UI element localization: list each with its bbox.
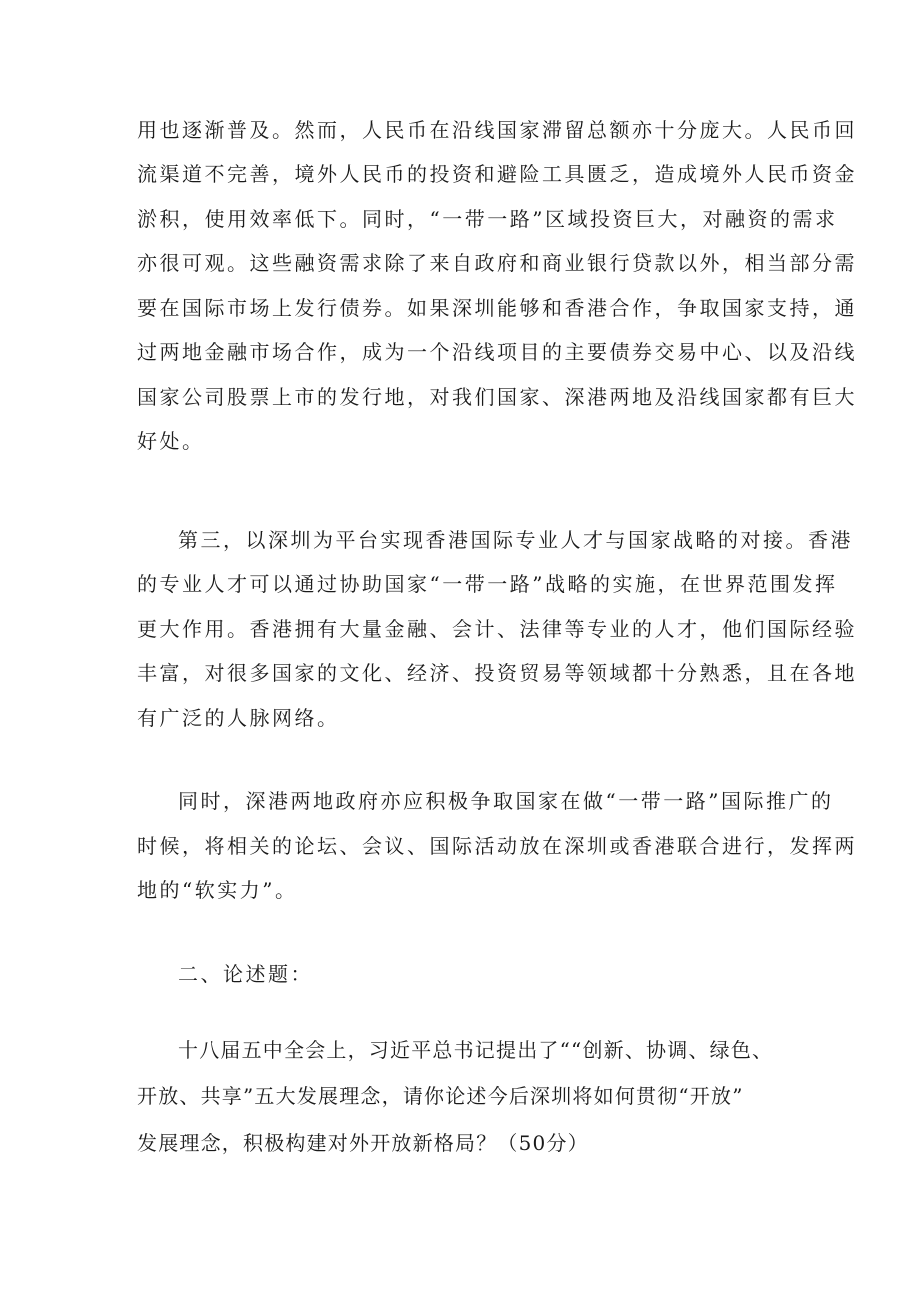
paragraph-1-line-6: 过两地金融市场合作，成为一个沿线项目的主要债券交易中心、以及沿线 bbox=[137, 340, 857, 364]
paragraph-2-line-5: 有广泛的人脉网络。 bbox=[137, 706, 340, 730]
paragraph-1-line-8: 好处。 bbox=[137, 429, 205, 453]
paragraph-1-line-3: 淤积，使用效率低下。同时，“一带一路”区域投资巨大，对融资的需求 bbox=[137, 207, 838, 231]
paragraph-2-line-1: 第三，以深圳为平台实现香港国际专业人才与国家战略的对接。香港 bbox=[178, 528, 853, 552]
paragraph-2-line-3: 更大作用。香港拥有大量金融、会计、法律等专业的人才，他们国际经验 bbox=[137, 617, 857, 641]
paragraph-1-line-2: 流渠道不完善，境外人民币的投资和避险工具匮乏，造成境外人民币资金 bbox=[137, 162, 857, 186]
question-line-1: 十八届五中全会上，习近平总书记提出了““创新、协调、绿色、 bbox=[178, 1038, 774, 1062]
paragraph-3-line-2: 时候，将相关的论坛、会议、国际活动放在深圳或香港联合进行，发挥两 bbox=[137, 834, 857, 858]
paragraph-3-line-1: 同时，深港两地政府亦应积极争取国家在做“一带一路”国际推广的 bbox=[178, 789, 834, 813]
section-heading: 二、论述题： bbox=[178, 962, 313, 986]
paragraph-1-line-1: 用也逐渐普及。然而，人民币在沿线国家滞留总额亦十分庞大。人民币回 bbox=[137, 118, 857, 142]
paragraph-1-line-7: 国家公司股票上市的发行地，对我们国家、深港两地及沿线国家都有巨大 bbox=[137, 385, 857, 409]
paragraph-2-line-4: 丰富，对很多国家的文化、经济、投资贸易等领域都十分熟悉，且在各地 bbox=[137, 661, 857, 685]
paragraph-1-line-4: 亦很可观。这些融资需求除了来自政府和商业银行贷款以外，相当部分需 bbox=[137, 251, 857, 275]
question-line-2: 开放、共享”五大发展理念，请你论述今后深圳将如何贯彻“开放” bbox=[137, 1084, 744, 1108]
paragraph-2-line-2: 的专业人才可以通过协助国家“一带一路”战略的实施，在世界范围发挥 bbox=[137, 572, 838, 596]
paragraph-1-line-5: 要在国际市场上发行债券。如果深圳能够和香港合作，争取国家支持，通 bbox=[137, 296, 857, 320]
question-line-3: 发展理念，积极构建对外开放新格局？（50分） bbox=[137, 1131, 589, 1155]
paragraph-3-line-3: 地的“软实力”。 bbox=[137, 878, 298, 902]
